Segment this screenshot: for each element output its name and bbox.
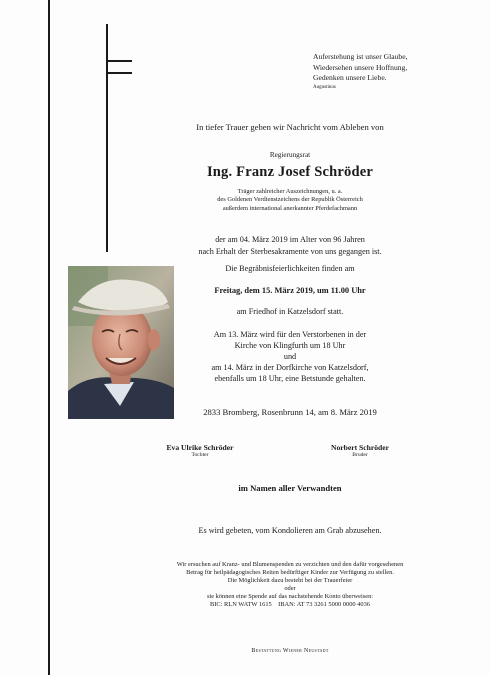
quote-line: Auferstehung ist unser Glaube, (313, 52, 408, 61)
donation-line: Die Möglichkeit dazu besteht bei der Trauerfeier (227, 576, 353, 584)
honors-line: außerdem international anerkannter Pferdefachmann (222, 204, 358, 212)
funeral-location: am Friedhof in Katzelsdorf statt. (236, 307, 344, 316)
event-line: am 14. März in der Dorfkirche von Katzelsdorf, (211, 363, 369, 372)
event-line: ebenfalls um 18 Uhr, eine Betstunde gehalten. (214, 374, 366, 383)
honors-line: Träger zahlreicher Auszeichnungen, u. a. (237, 188, 343, 195)
event-line: und (283, 352, 297, 361)
donation-block (140, 561, 440, 608)
death-line: der am 04. März 2019 im Alter von 96 Jahren (215, 235, 365, 244)
quote-line: Wiedersehen unsere Hoffnung, (313, 62, 408, 72)
death-notice (150, 234, 430, 258)
left-border-line (48, 0, 50, 675)
honors-line: des Goldenen Verdienstzeichens der Republik Österreich (217, 196, 363, 204)
signatory-role: Tochter (191, 452, 209, 458)
signatory-name: Eva Ulrike Schröder (166, 443, 234, 452)
address-date: 2833 Bromberg, Rosenbrunn 14, am 8. März 2019 (203, 407, 377, 417)
condolence-note: Es wird gebeten, vom Kondolieren am Grab abzusehen. (198, 526, 382, 535)
prayer-events (150, 329, 430, 384)
honors-block (150, 188, 430, 213)
donation-line: Wir ersuchen auf Kranz- und Blumenspenden zu verzichten und den dafür vorgesehenen (176, 561, 404, 568)
event-line: Am 13. März wird für den Verstorbenen in der (213, 330, 367, 339)
quote-line: Gedenken unsere Liebe. (313, 73, 387, 82)
donation-line: oder (284, 584, 296, 592)
bank-details: BIC: RLN WATW 1615 IBAN: AT 73 3261 5000 0000 4036 (210, 600, 370, 608)
signatory-daughter (140, 443, 260, 458)
honorific-title: Regierungsrat (269, 151, 311, 159)
donation-line: sie können eine Spende auf das nachstehende Konto überweisen: (206, 592, 374, 600)
signatory-brother (305, 443, 415, 458)
intro-text: In tiefer Trauer geben wir Nachricht vom Ableben von (196, 122, 384, 132)
death-line: nach Erhalt der Sterbesakramente von uns gegangen ist. (198, 247, 382, 256)
quote-block (313, 52, 407, 91)
funeral-intro: Die Begräbnisfeierlichkeiten finden am (225, 264, 355, 273)
donation-line: Betrag für heilpädagogisches Reiten bedürftiger Kinder zur Verfügung zu stellen. (186, 568, 394, 576)
signatory-name: Norbert Schröder (331, 443, 389, 452)
quote-source: Augustinus (313, 84, 336, 90)
family-line: im Namen aller Verwandten (238, 483, 342, 493)
undertaker-name: Bestattung Wiener Neustadt (251, 648, 329, 654)
event-line: Kirche von Klingfurth um 18 Uhr (234, 341, 346, 350)
deceased-name: Ing. Franz Josef Schröder (206, 164, 374, 180)
funeral-date: Freitag, dem 15. März 2019, um 11.00 Uhr (214, 286, 366, 295)
signatory-role: Bruder (352, 452, 368, 458)
portrait-photo (68, 266, 174, 419)
